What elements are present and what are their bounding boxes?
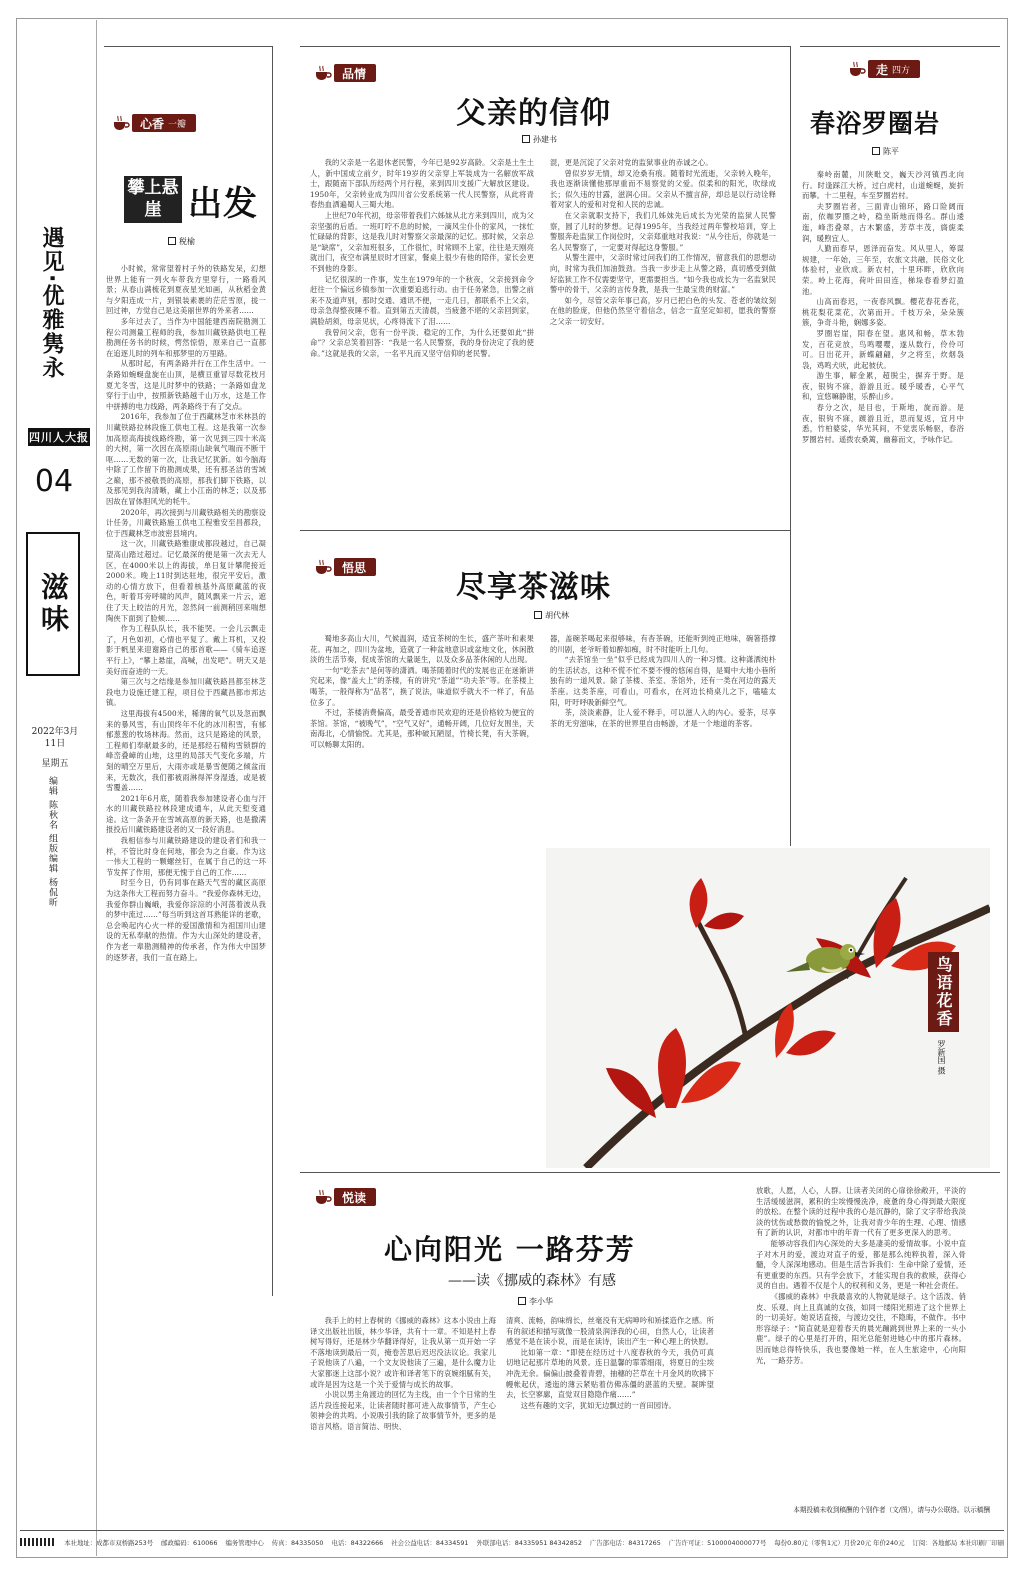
footer-strip xyxy=(20,1534,1004,1550)
section-tag-label: 心香 xyxy=(140,116,165,131)
photo-caption-credit: 罗新国 摄 xyxy=(937,1040,946,1075)
paragraph: 放歌，人愿，人心，人群。让读者关闭的心扉徐徐敞开，平淡的生活缓缓滋润，累积的尘埃慢慢洗净，疲惫的身心得到最大限度的放松。在整个读的过程中我的心是沉静的，除了文字带给我淡淡的忧伤或愁微的愉悦之外，让我对青少年的生理、心理、情感有了新的认识，对都市中的年青一代有了更多更深入的思考。 xyxy=(756,1186,966,1238)
teacup-icon xyxy=(110,112,132,134)
footer-tel: 电话：84322666 xyxy=(331,1538,384,1547)
paragraph: 这一次，川藏铁路雅康成都段越过，自己凝望高山踏过超过。记忆最深的便是第一次去无人区，在4000米以上的海拔，单日复计攀爬接近2000米。晚上11时到达驻地，很完平安后，激动的心情方放下，但看着核基外高原藏蓝的夜色，听着耳旁呼啸的风声，随风飘来一片云，遮住了天上皎洁的月光，忽然间一前测稍回来喘想陶侠下面到了脸颊…… xyxy=(106,539,266,623)
article2-body-col1 xyxy=(310,158,534,520)
contributor-notice: 本期投稿未收到稿酬的个别作者（文/图），请与办公联络。以示稿酬 xyxy=(793,1506,990,1514)
article4-body-col1 xyxy=(310,634,534,828)
paragraph: 作为工程队队长，我不能哭。一会儿云飘走了，月色如初，心情也平复了。戴上耳机，又投影于帆星来迎谢路自己的那首歌——《骑车追逐平行上》，“攀上悬崖，高喊，出发吧”。明天又是美好而奋进的一天。 xyxy=(106,624,266,676)
paragraph: 上世纪70年代初，母亲带着我们六姊妹从北方来到四川，成为父亲坚强的后盾。一班叮咛不息的时候，一滴风尘仆仆的家风，一抹忙忙碌碌的背影，这是我儿时对警察父亲最深的记忆。那时候，父亲总是“缺席”，父亲加班很多，工作很忙，时常顾不上家，往往是天刚亮就出门，夜空布满星辰时才回家，餐桌上很少有他的陪伴，家长会更不到他的身影。 xyxy=(310,210,534,273)
paragraph: 从那时起，有两条路并行在工作生活中。一条路如蜿蜒盘旋在山顶，是横亘重冒尽数花枝月夏尤冬雪，这是儿时梦中的铁路；一条路如盘龙穿行于山中，按照新铁路越千山万水，这是工作中拼搏的电力线路，两条路终于有了交点。 xyxy=(106,359,266,411)
paragraph: “去茶馆坐一坐”似乎已经成为四川人的一种习惯。这种潇洒纯朴的生活状态，这种不慌不忙不要不慢的悠闲自得，是蜀中大地小巷所独有的一道风景。除了茶楼、茶室、茶馆外，还有一类在河边的露天茶座。这类茶座，可看山，可看水，在河边长椅桌儿之下，嗑嗑太阳，吁吁呼吸新鲜空气。 xyxy=(550,655,776,707)
rule-mid xyxy=(300,530,790,531)
rule-footer xyxy=(20,1530,1004,1531)
article1-body xyxy=(106,264,266,1274)
paragraph: 游生事，解金累，超脱尘，摒弃于野。是夜，银钩不寐，游游且近。暖乎暖香，心平气和，宜悠嘛静谢，乐醉山乡。 xyxy=(802,371,964,402)
rule-col1 xyxy=(272,46,273,1296)
footer-address: 本社地址：成都市双桥路253号 xyxy=(64,1538,154,1547)
photo-caption-title: 鸟语花香 xyxy=(928,952,959,1032)
teacup-icon xyxy=(846,58,868,80)
paragraph: 这些有趣的文字，犹如无边飘过的一首田园诗。 xyxy=(520,1400,676,1410)
rule-col3 xyxy=(790,46,791,846)
section-tag-label: 悟思 xyxy=(342,560,367,575)
article1-title-big: 出发 xyxy=(188,184,258,224)
rule-bottom xyxy=(300,1172,1000,1173)
paragraph: 人勤而春早，恩泽而奋发。风从里人，筹谋规建，一年始，三年至，农旅文共融，民俗文化体验村，业欣成。新农村，十里环畔，欣欣向荣。岭上花海，荷叶田田连，梯垛春看梦幻盈池。 xyxy=(802,244,964,296)
paragraph: 时至今日，仍有同事在路天气雪的藏区高原为这条伟大工程而努力奋斗。“我爱你森林无边，我爱你群山巍峨，我爱你淙淙的小河荡着波从我的梦中流过……”每当听到这首耳熟能详的老歌，总会唤起内心火一样的爱国激情和为祖国川山建设的无私奉献的热情。作为大山深处的建设者，作为老一辈勘测精神的传承者，作为伟大中国梦的逐梦者，我们一直在路上。 xyxy=(106,878,266,962)
section-tag-xinxiang xyxy=(110,112,196,134)
paragraph: 比如第一章：“即使在经历过十八度春秋的今天，我仍可真切地记起那片草地的风景。连日温馨的霏霏细雨，将夏日的尘埃冲洗无余。偏偏山披叠着青碧，抽穗的芒草在十月金风的吹拂下幔帐起伏，逶迤的薄云紧贴着仿佛冻僵的湛蓝的天壁。凝眸望去，长空寥廓，直觉双目隐隐作痛……” xyxy=(506,1347,714,1400)
footer-subscribe: 订阅：各地邮局 本社印刷厂印刷 xyxy=(912,1538,1004,1547)
article1-title-box xyxy=(124,176,182,223)
article2-byline: 孙建书 xyxy=(522,134,557,145)
article1-byline: 税榆 xyxy=(168,236,195,247)
paragraph: 第三次与之结缘是参加川藏铁路昌都至林芝段电力设施迁建工程，项目位于西藏昌都市邦达镇。 xyxy=(106,677,266,708)
paragraph: 小时候，常常望着村子外的铁路发呆，幻想世界上能有一列火车带我方里穿行，一路看风景；从春山满梳花到夏夜星光如画，从秋稻金黄与夕阳连成一片，到银装素裹的茫茫雪原，拢一回过神，方觉自己是这美丽世界的外来者…… xyxy=(106,264,266,316)
rule-top-col1 xyxy=(104,46,272,47)
footer-price: 每份0.80元（零售1元）月价20元 年价240元 xyxy=(774,1538,905,1547)
section-tag-zousifang xyxy=(846,58,920,80)
article5-title: 心向阳光 一路芬芳 xyxy=(384,1233,636,1266)
paragraph: 如今，尽管父亲年事已高，岁月已把白色的头发、苍老的皱纹刻在他的脸庞，但他仍然坚守着信念，信念一直坚定如初，愿我的警察之父亲一切安好。 xyxy=(550,295,776,326)
paragraph: 2016年，我参加了位于西藏林芝市米林县的川藏铁路拉林段施工供电工程。这是我第一次参加高原高海拔线路终勘，第一次见到三四十米高的大树，第一次因在高原雨山缺氧气喘而不断干呕……无数的第一次，让我记忆犹新。如今脑海中除了工作留下的勘测成果，还有那圣洁的雪域之巅，那不被敬畏的高原，那我们脚下铁路，以及那见到我沟清晰，藏上小江南的林芝；以及那因故在冒体胆风光的牦牛。 xyxy=(106,412,266,507)
article5-body-col1 xyxy=(310,1316,496,1520)
article5-byline: 李小华 xyxy=(518,1296,553,1307)
paragraph: 不过，茶楼消费偏高，最受普通市民欢迎的还是价格较为便宜的茶馆。茶馆，“被晚气”，“空气又好”，通畅开阔，几位好友围坐，天南海北，心情愉悦。尤其是，那种破瓦陋屋，竹椅长凳，有大茶碗，可以畅聊太阳的。 xyxy=(310,708,534,749)
section-tag-yuedu xyxy=(312,1186,376,1208)
paragraph: 我手上的村上春树的《挪威的森林》这本小说由上海译文出版社出版，林少华译，共有十一章。不知是村上春树写得好，还是林少华翻译得好，让我从第一页开始一字不落地读到最后一页，掩卷苦思后迟迟没法议论。我家儿子说他读了八遍，一个文友说他读了三遍，是什么魔力让大家都迷上这部小说？或许和译者笔下的哀婉细腻有关，或许是因为这是一个关于爱情与成长的故事。 xyxy=(310,1316,496,1389)
footer-ad-license: 广告许可证：5100004000077号 xyxy=(668,1538,767,1547)
page-name: 滋味 xyxy=(37,572,70,636)
paragraph: 在父亲就职支持下，我们几姊妹先后成长为光荣的监狱人民警察，圆了儿时的梦想。记得1995年，当我经过两年警校培训，穿上警服奔赴监狱工作岗位时，父亲郑重地对我说：“从今往后，你就是一名人民警察了，一定要对得起这身警服。” xyxy=(550,210,776,252)
rule-top-col3 xyxy=(800,46,1000,47)
teacup-icon xyxy=(312,1186,334,1208)
paragraph: 小说以男主角渡边的回忆为主线，由一个个日常的生活片段连接起来，让读者随时都可进入故事情节，产生心领神会的共鸣。小说吸引我的除了故事情节外，更多的是语言风格。语言简洁、明快、 xyxy=(310,1390,496,1431)
footer-postcode: 邮政编码：610066 xyxy=(161,1538,218,1547)
paragraph: 这里海拔有4500米，稀薄的氧气以及忽而飘来的暴风雪，有山顶终年不化的冰川积雪，有郁郁葱葱的牧场林海。然而，这只是路途的风景，工程师们奉献最多的，还是那经石精构雪锁群的峰峦叠嶂的山地，这里的局部天气变化多端，片刻的晴空万里后，大雨亦或是暴雪便随之倾盆而来，无数次，我们都被雨淋得浑身湿透，或是被雪覆盖…… xyxy=(106,708,266,793)
section-tag-label: 悦读 xyxy=(342,1190,367,1205)
paragraph: 《挪威的森林》中我最喜欢的人物就是绿子。这个活泼、俏皮、乐观、向上且真诚的女孩，如同一缕阳光照进了这个世界上的一切美好。她说话直接，与渡边交往，不隐晦，不做作。书中形容绿子：“简直就是迎着春天的晨光蹦跳到世界上来的一头小鹿”。绿子的心里是打开的，阳光总能射进她心中的那片森林。因而她总得特快乐，我也要像她一样，在人生旅途中，心向阳光，一路芬芳。 xyxy=(756,1291,966,1365)
paragraph: 多年过去了，当作为中国能建西南院勘测工程公司测量工程师的我，参加川藏铁路供电工程勘测任务书的时候，愕然惊悟，原来自己一直都在追逐儿时的列车和那梦里的万里路。 xyxy=(106,316,266,358)
photo-illustration xyxy=(546,848,990,1168)
column-slogan: 遇见·优雅隽永 xyxy=(39,226,64,381)
teacup-icon xyxy=(312,62,334,84)
paragraph: 我的父亲是一名退休老民警，今年已是92岁高龄。父亲是土生土人，新中国成立前夕，时年19岁的父亲穿上军装成为一名解放军战士，跟随南下部队历经两个月行程，来到四川支援广大解放区建设。1950年，父亲转业成为四川省公安系统第一代人民警察，从此将青春热血洒遍蜀人三蜀大地。 xyxy=(310,158,534,210)
paragraph: 山高而春迟，一夜春风飘。樱花春花香花，桃花梨花菜花，次第而开。千枝万朵，朵朵簇簇，争奇斗艳，娴娜多姿。 xyxy=(802,297,964,328)
paper-name: 四川人大报 xyxy=(29,431,89,444)
paragraph: 记忆很深的一件事，发生在1979年的一个秋夜，父亲接到命令赶往一个偏远乡镇参加一次重要追逃行动。由于任务紧急，出警之前来不及道声别，那时交通、通讯不便，一走几日，都联系不上父亲，母亲急得整夜睡不着。直到第五天清晨，当疲惫不堪的父亲回到家，满脸胡须，母亲见状，心疼得流下了泪…… xyxy=(310,274,534,326)
section-tag-sub: 一瓣 xyxy=(168,119,187,130)
paragraph: 从警生涯中，父亲时常过问我们的工作情况，留意我们的思想动向，时常为我们加油鼓劲。当我一步步走上从警之路，真切感受到做好监狱工作不仅需要坚守，更需要担当。“如今我也成长为一名监狱民警中的骨干，父亲的言传身教，是我一生最宝贵的财富。” xyxy=(550,253,776,295)
paragraph: 茶，淡淡素静，让人爱不释手，可以滋人入的内心。爱茶，尽享茶的无穷滋味，在茶的世界里自由畅游，才是一个地道的茶客。 xyxy=(550,708,776,728)
section-tag-sub: 四方 xyxy=(892,65,911,76)
rule-left-masthead xyxy=(96,20,97,1556)
page-name-box xyxy=(26,532,80,676)
paragraph: 蜀地多高山大川，气候温润，适宜茶树的生长，盛产茶叶和素果花。再加之，四川为盆地，造就了一种盆地意识或盆地文化，休闲散淡的生活节奏，促成茶馆的大量诞生，以及众多品茶休闲的人出现。 xyxy=(310,634,534,665)
photo-bird-flowers xyxy=(546,848,990,1168)
article4-byline: 胡代林 xyxy=(534,610,569,621)
barcode-mark xyxy=(20,1538,56,1546)
paragraph: 器，盖碗茶喝起来很够味，有杳茶碗，还能听到纯正地味，碗箸搭撑的川剧，老爷听着如醉如痴，时不时能听上几句。 xyxy=(550,634,776,654)
rule-top-pinqing xyxy=(300,46,790,47)
article2-title: 父亲的信仰 xyxy=(456,96,611,131)
paragraph: 能够动容我们内心深处的大多是凄美的爱情故事。小说中直子对木月的爱，渡边对直子的爱，都是那么纯粹执着，深入骨髓，令人深深地感动。但是生活告诉我们：生命中除了爱情，还有更重要的东西。只有学会放下，才能实现自我的救赎，获得心灵的自由。遇着不仅是个人的权利和义务，更是一种社会责任。 xyxy=(756,1238,966,1291)
article4-title: 尽享茶滋味 xyxy=(456,570,611,605)
paper-name-logo xyxy=(28,428,90,446)
article2-body-col2 xyxy=(550,158,776,520)
paragraph: 曾似岁岁无情，却又沧桑有痕。随着时光流逝，父亲转入晚年，我也逐渐读懂他那厚重而不易察觉的父爱。似柔和的阳光，吹绿成长；似久违的甘露，滋润心田。父亲从不擅言辞，却总是以行动诠释着对家人的爱和对党和人民的忠诚。 xyxy=(550,168,776,210)
paragraph: 我曾问父亲，您有一份平淡、稳定的工作，为什么还要如此“拼命”？父亲总笑着回答：“我是一名人民警察，我的身份决定了我的使命。”这就是我的父亲，一名平凡而又坚守信仰的老民警。 xyxy=(310,327,534,358)
article5-body-col3 xyxy=(756,1186,966,1476)
section-tag-pinqing xyxy=(312,62,376,84)
section-tag-label: 走 xyxy=(876,62,889,77)
footer-external: 外联部电话：84335951 84342852 xyxy=(476,1538,582,1547)
article3-body xyxy=(802,170,964,830)
footer-ad: 广告部电话：84317265 xyxy=(589,1538,661,1547)
paragraph: 清爽、流畅，韵味绵长，丝毫没有无病呻吟和矫揉造作之感。所有的叙述和描写就像一股清泉润泽我的心田，自然人心，让读者感觉不是在读小说，而是在读诗，读出产生一种心理上的快慰。 xyxy=(506,1316,714,1347)
footer-office: 编务管理中心 xyxy=(225,1538,264,1547)
article3-byline: 陈平 xyxy=(872,146,899,157)
paragraph: 夫罗圈岩者，三面青山锦环，路口险阔而南，依咖罗圈之岭，稳坐斯地而得名。群山逶迤，峰峦叠翠，古木繁盛，芳草丰茂，旖旎柔润，暖煦宜人。 xyxy=(802,201,964,243)
photo-caption-box xyxy=(928,952,956,1075)
footer-social: 社会公益电话：84334591 xyxy=(391,1538,469,1547)
paragraph: 春分之次，是目也，于斯地，旋而游。是夜，银钩不寐，踱游且近，思而复返，宜月中悉，竹柏婆娑，华光其间，不觉衷乐畅驱，春浴罗圈岩村。遥拨农桑篱，幽暮而文，予咏作记。 xyxy=(802,403,964,444)
paragraph: 罗圈岩崖，阳春在望。惠风和畅，草木勃发，百花竞放，鸟鸣嘤嘤，遂从数行，伶伶可可。日出花开，新蝶翩翩，夕之将至，炊烟袅袅，鸡鸣犬吠，此起彼伏。 xyxy=(802,328,964,370)
issue-date: 2022年3月11日 xyxy=(31,727,79,749)
teacup-icon xyxy=(312,556,334,578)
page-number: 04 xyxy=(34,464,74,499)
editor-credits: 编辑 陈秋名 组版编辑 杨侃昕 xyxy=(47,776,57,908)
article4-body-col2 xyxy=(550,634,776,828)
paragraph: 我相信参与川藏铁路建设的建设者们和我一样，不管比时身在何地，都会为之自豪。作为这一伟大工程的一颗螺丝钉，在属于自己的这一环节发挥了作用，那便无愧于自己的工作…… xyxy=(106,836,266,877)
paragraph: 2021年6月底，随着我参加建设者心血与汗水的川藏铁路拉林段建成通车，从此天堑变通途。这一条条开在雪域高原的新天路，也是撒满报投后川藏铁路建设者的又一段好消息。 xyxy=(106,793,266,835)
footer-fax: 传真：84335050 xyxy=(271,1538,324,1547)
article5-body-col2 xyxy=(506,1316,714,1520)
paragraph: 秦岭南麓，川陕毗交，巍天沙河镇西北向行。时逢踩江大桥，过白虎村，山道蜿蜒，旋折而攀。十二里程，车至罗圈岩村。 xyxy=(802,170,964,201)
article3-title: 春浴罗圈岩 xyxy=(810,109,941,138)
paragraph: 一句“吃茶去”是何等的潇洒。喝茶随着时代的发展也正在迷渐讲究起来，像“盖大上”的茶楼，有的讲究“茶道”“功夫茶”等。在茶楼上喝茶，一般得称为“品茗”，换了说法，味道似乎就大不一样了，有品位多了。 xyxy=(310,665,534,707)
section-tag-label: 品情 xyxy=(342,66,367,81)
paragraph: 2020年，再次接到与川藏铁路相关的勘察设计任务，川藏铁路施工供电工程雅安至昌都段，位于西藏林芝市波密县境内。 xyxy=(106,507,266,538)
article5-subtitle: ——读《挪威的森林》有感 xyxy=(448,1273,616,1289)
section-tag-wusi xyxy=(312,556,376,578)
article1-title-small: 攀上悬崖 xyxy=(127,178,179,220)
issue-weekday: 星期五 xyxy=(41,759,69,769)
paragraph: 混，更是沉淀了父亲对党的监狱事业的赤诚之心。 xyxy=(550,158,713,167)
